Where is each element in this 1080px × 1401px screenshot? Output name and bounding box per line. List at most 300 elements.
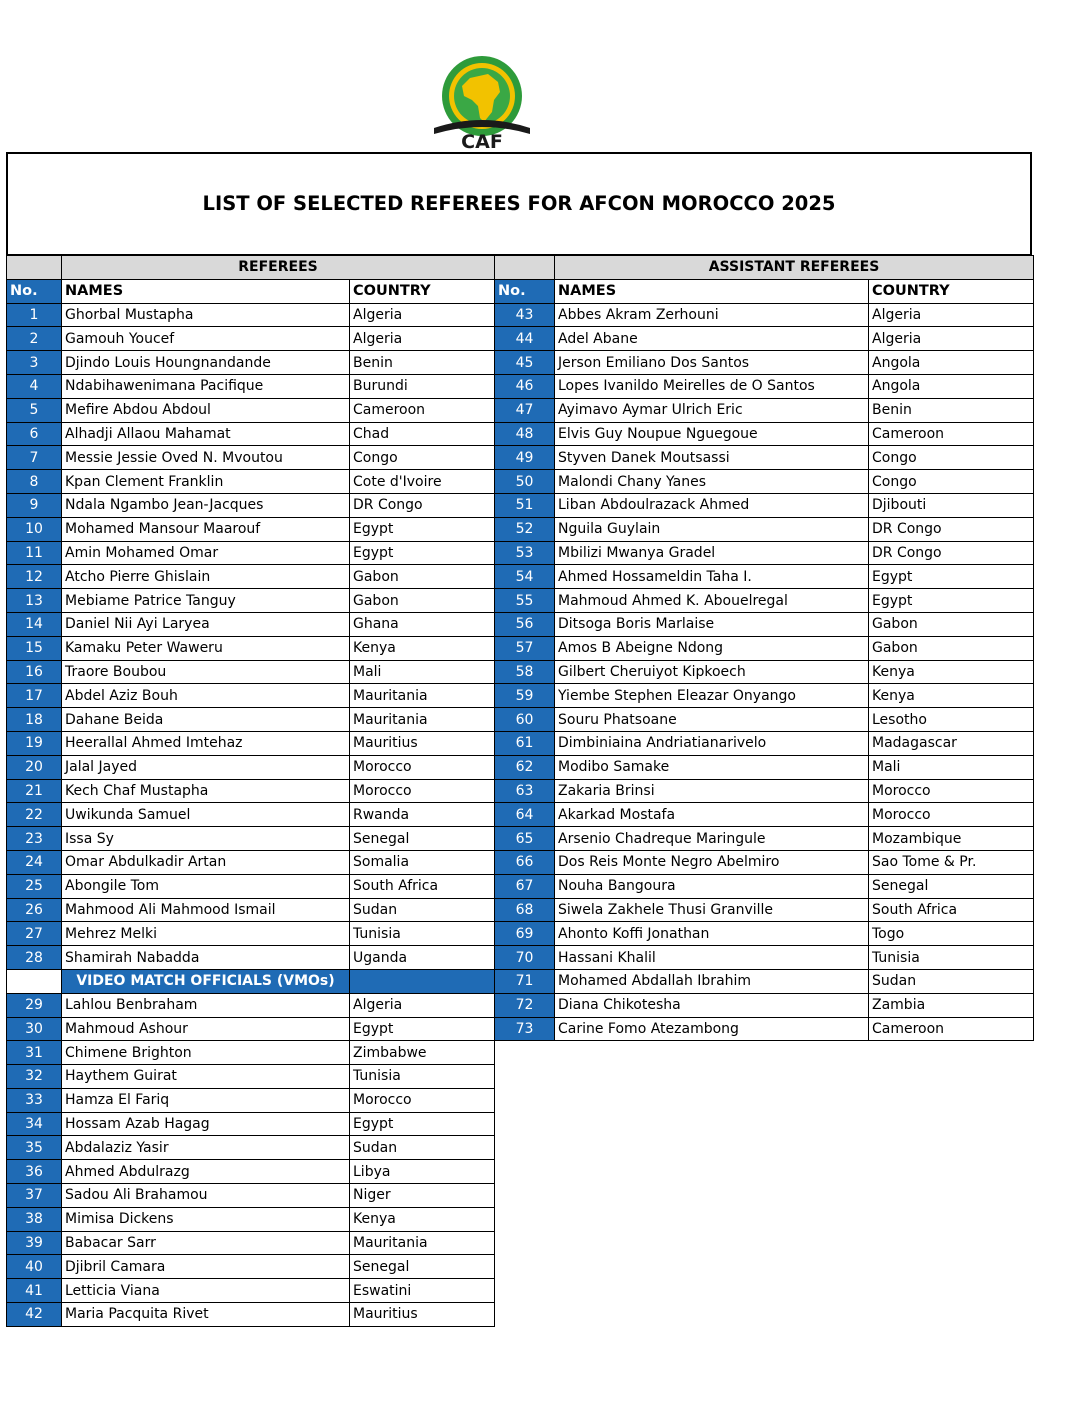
- row-name: Jerson Emiliano Dos Santos: [555, 351, 869, 375]
- svg-text:CAF: CAF: [461, 131, 503, 150]
- title-box: [6, 152, 1032, 255]
- row-country: Egypt: [869, 589, 1034, 613]
- row-name: Kech Chaf Mustapha: [62, 779, 350, 803]
- table-row: [495, 636, 1034, 660]
- row-country: Tunisia: [350, 1065, 495, 1089]
- row-number: 70: [495, 946, 555, 970]
- row-name: Souru Phatsoane: [555, 708, 869, 732]
- row-name: Mimisa Dickens: [62, 1207, 350, 1231]
- row-number: 71: [495, 969, 555, 993]
- row-number: 37: [7, 1184, 62, 1208]
- table-row: [495, 446, 1034, 470]
- row-number: 24: [7, 850, 62, 874]
- row-number: 42: [7, 1303, 62, 1327]
- assistants-section-row: [495, 256, 1034, 280]
- row-name: Atcho Pierre Ghislain: [62, 565, 350, 589]
- row-number: 17: [7, 684, 62, 708]
- row-number: 65: [495, 827, 555, 851]
- table-row: [495, 898, 1034, 922]
- table-row: [7, 803, 495, 827]
- table-row: [495, 946, 1034, 970]
- row-country: Tunisia: [869, 946, 1034, 970]
- row-country: Uganda: [350, 946, 495, 970]
- row-country: Algeria: [869, 303, 1034, 327]
- section-spacer: [7, 256, 62, 280]
- row-number: 20: [7, 755, 62, 779]
- row-name: Hamza El Fariq: [62, 1088, 350, 1112]
- row-country: DR Congo: [869, 517, 1034, 541]
- table-row: [495, 470, 1034, 494]
- row-name: Omar Abdulkadir Artan: [62, 850, 350, 874]
- row-name: Mehrez Melki: [62, 922, 350, 946]
- row-number: 57: [495, 636, 555, 660]
- row-name: Dimbiniaina Andriatianarivelo: [555, 731, 869, 755]
- table-row: [495, 589, 1034, 613]
- table-row: [495, 708, 1034, 732]
- row-number: 40: [7, 1255, 62, 1279]
- row-number: 6: [7, 422, 62, 446]
- assistant-referees-table: [494, 255, 1034, 1041]
- row-country: Algeria: [869, 327, 1034, 351]
- row-country: Mali: [350, 660, 495, 684]
- row-name: Sadou Ali Brahamou: [62, 1184, 350, 1208]
- row-country: Niger: [350, 1184, 495, 1208]
- row-name: Arsenio Chadreque Maringule: [555, 827, 869, 851]
- country-header: COUNTRY: [869, 279, 1034, 303]
- row-number: 55: [495, 589, 555, 613]
- row-name: Amin Mohamed Omar: [62, 541, 350, 565]
- row-number: 33: [7, 1088, 62, 1112]
- table-row: [495, 351, 1034, 375]
- row-name: Ahmed Abdulrazg: [62, 1160, 350, 1184]
- row-country: Congo: [869, 446, 1034, 470]
- table-row: [495, 755, 1034, 779]
- row-number: 27: [7, 922, 62, 946]
- row-number: 59: [495, 684, 555, 708]
- row-name: Kpan Clement Franklin: [62, 470, 350, 494]
- row-country: Mauritius: [350, 1303, 495, 1327]
- table-row: [7, 422, 495, 446]
- row-number: 22: [7, 803, 62, 827]
- table-row: [7, 1088, 495, 1112]
- row-number: 68: [495, 898, 555, 922]
- row-number: 69: [495, 922, 555, 946]
- section-spacer: [7, 969, 62, 993]
- row-number: 7: [7, 446, 62, 470]
- row-number: 32: [7, 1065, 62, 1089]
- table-row: [7, 1065, 495, 1089]
- referees-header-row: [7, 279, 495, 303]
- table-row: [7, 517, 495, 541]
- row-number: 43: [495, 303, 555, 327]
- row-name: Mbilizi Mwanya Gradel: [555, 541, 869, 565]
- table-row: [7, 1184, 495, 1208]
- row-name: Ditsoga Boris Marlaise: [555, 612, 869, 636]
- table-row: [7, 898, 495, 922]
- row-number: 26: [7, 898, 62, 922]
- row-number: 38: [7, 1207, 62, 1231]
- table-row: [7, 1160, 495, 1184]
- row-country: Mali: [869, 755, 1034, 779]
- row-number: 23: [7, 827, 62, 851]
- row-number: 28: [7, 946, 62, 970]
- table-row: [7, 303, 495, 327]
- row-country: Algeria: [350, 303, 495, 327]
- row-name: Siwela Zakhele Thusi Granville: [555, 898, 869, 922]
- table-row: [7, 493, 495, 517]
- table-row: [7, 1207, 495, 1231]
- table-row: [495, 850, 1034, 874]
- row-number: 3: [7, 351, 62, 375]
- row-country: South Africa: [350, 874, 495, 898]
- row-country: Mauritania: [350, 708, 495, 732]
- table-row: [495, 731, 1034, 755]
- row-name: Adel Abane: [555, 327, 869, 351]
- row-number: 18: [7, 708, 62, 732]
- table-row: [7, 922, 495, 946]
- row-country: Benin: [869, 398, 1034, 422]
- table-row: [495, 303, 1034, 327]
- row-number: 29: [7, 993, 62, 1017]
- row-number: 1: [7, 303, 62, 327]
- row-number: 44: [495, 327, 555, 351]
- row-country: Cameroon: [350, 398, 495, 422]
- assistants-section-title: ASSISTANT REFEREES: [555, 256, 1034, 280]
- table-row: [495, 660, 1034, 684]
- row-country: Gabon: [350, 589, 495, 613]
- row-country: Morocco: [350, 1088, 495, 1112]
- table-row: [7, 374, 495, 398]
- referees-section-row: [7, 256, 495, 280]
- row-country: Sao Tome & Pr.: [869, 850, 1034, 874]
- row-number: 13: [7, 589, 62, 613]
- row-number: 10: [7, 517, 62, 541]
- row-number: 45: [495, 351, 555, 375]
- row-name: Letticia Viana: [62, 1279, 350, 1303]
- row-number: 67: [495, 874, 555, 898]
- row-name: Traore Boubou: [62, 660, 350, 684]
- row-country: Sudan: [869, 969, 1034, 993]
- row-country: Kenya: [869, 660, 1034, 684]
- caf-logo: [426, 54, 538, 150]
- row-name: Modibo Samake: [555, 755, 869, 779]
- row-name: Zakaria Brinsi: [555, 779, 869, 803]
- row-number: 9: [7, 493, 62, 517]
- table-row: [495, 779, 1034, 803]
- row-number: 36: [7, 1160, 62, 1184]
- table-row: [7, 612, 495, 636]
- row-number: 12: [7, 565, 62, 589]
- row-name: Abbes Akram Zerhouni: [555, 303, 869, 327]
- row-country: Egypt: [350, 541, 495, 565]
- table-row: [495, 565, 1034, 589]
- row-country: Kenya: [350, 636, 495, 660]
- row-country: Madagascar: [869, 731, 1034, 755]
- row-name: Amos B Abeigne Ndong: [555, 636, 869, 660]
- row-number: 58: [495, 660, 555, 684]
- row-number: 11: [7, 541, 62, 565]
- row-name: Ndala Ngambo Jean-Jacques: [62, 493, 350, 517]
- row-country: Ghana: [350, 612, 495, 636]
- vmo-section-row: [7, 969, 495, 993]
- vmo-section-title: VIDEO MATCH OFFICIALS (VMOs): [62, 969, 350, 993]
- row-name: Ayimavo Aymar Ulrich Eric: [555, 398, 869, 422]
- row-name: Mahmood Ali Mahmood Ismail: [62, 898, 350, 922]
- row-name: Liban Abdoulrazack Ahmed: [555, 493, 869, 517]
- row-country: Mozambique: [869, 827, 1034, 851]
- row-country: DR Congo: [350, 493, 495, 517]
- row-country: Angola: [869, 351, 1034, 375]
- no-header: No.: [7, 279, 62, 303]
- row-country: Egypt: [869, 565, 1034, 589]
- row-number: 19: [7, 731, 62, 755]
- referees-table: [6, 255, 495, 1327]
- table-row: [7, 708, 495, 732]
- row-number: 73: [495, 1017, 555, 1041]
- row-country: Djibouti: [869, 493, 1034, 517]
- table-row: [7, 1112, 495, 1136]
- row-number: 8: [7, 470, 62, 494]
- row-country: Morocco: [350, 755, 495, 779]
- row-country: Mauritania: [350, 1231, 495, 1255]
- row-name: Mahmoud Ahmed K. Abouelregal: [555, 589, 869, 613]
- table-row: [495, 874, 1034, 898]
- row-country: DR Congo: [869, 541, 1034, 565]
- row-country: Morocco: [869, 779, 1034, 803]
- row-name: Hossam Azab Hagag: [62, 1112, 350, 1136]
- row-number: 53: [495, 541, 555, 565]
- table-row: [7, 731, 495, 755]
- table-row: [495, 1017, 1034, 1041]
- table-row: [495, 969, 1034, 993]
- row-country: Rwanda: [350, 803, 495, 827]
- row-name: Gamouh Youcef: [62, 327, 350, 351]
- row-number: 31: [7, 1041, 62, 1065]
- table-row: [7, 327, 495, 351]
- row-name: Abdel Aziz Bouh: [62, 684, 350, 708]
- row-country: Morocco: [869, 803, 1034, 827]
- table-row: [7, 351, 495, 375]
- names-header: NAMES: [555, 279, 869, 303]
- table-row: [7, 850, 495, 874]
- table-row: [7, 993, 495, 1017]
- row-number: 46: [495, 374, 555, 398]
- row-number: 14: [7, 612, 62, 636]
- row-name: Daniel Nii Ayi Laryea: [62, 612, 350, 636]
- row-name: Gilbert Cheruiyot Kipkoech: [555, 660, 869, 684]
- row-country: Burundi: [350, 374, 495, 398]
- row-number: 4: [7, 374, 62, 398]
- row-name: Lopes Ivanildo Meirelles de O Santos: [555, 374, 869, 398]
- no-header: No.: [495, 279, 555, 303]
- table-row: [7, 755, 495, 779]
- row-country: Mauritius: [350, 731, 495, 755]
- row-name: Djibril Camara: [62, 1255, 350, 1279]
- row-name: Ndabihawenimana Pacifique: [62, 374, 350, 398]
- table-row: [7, 1041, 495, 1065]
- row-country: Lesotho: [869, 708, 1034, 732]
- table-row: [495, 803, 1034, 827]
- row-country: Chad: [350, 422, 495, 446]
- table-row: [7, 874, 495, 898]
- row-number: 15: [7, 636, 62, 660]
- row-name: Abongile Tom: [62, 874, 350, 898]
- row-name: Dahane Beida: [62, 708, 350, 732]
- row-number: 41: [7, 1279, 62, 1303]
- page-title: LIST OF SELECTED REFEREES FOR AFCON MOROCCO 2025: [202, 192, 836, 215]
- table-row: [495, 517, 1034, 541]
- row-name: Chimene Brighton: [62, 1041, 350, 1065]
- row-number: 60: [495, 708, 555, 732]
- row-country: Congo: [350, 446, 495, 470]
- table-row: [7, 636, 495, 660]
- row-number: 21: [7, 779, 62, 803]
- row-country: Sudan: [350, 898, 495, 922]
- row-number: 63: [495, 779, 555, 803]
- table-row: [7, 1279, 495, 1303]
- row-name: Yiembe Stephen Eleazar Onyango: [555, 684, 869, 708]
- row-name: Hassani Khalil: [555, 946, 869, 970]
- table-row: [7, 1255, 495, 1279]
- row-name: Nouha Bangoura: [555, 874, 869, 898]
- row-name: Issa Sy: [62, 827, 350, 851]
- row-country: Zimbabwe: [350, 1041, 495, 1065]
- row-name: Ahonto Koffi Jonathan: [555, 922, 869, 946]
- row-number: 49: [495, 446, 555, 470]
- row-number: 64: [495, 803, 555, 827]
- table-row: [495, 684, 1034, 708]
- row-country: Gabon: [869, 636, 1034, 660]
- row-number: 30: [7, 1017, 62, 1041]
- row-country: Togo: [869, 922, 1034, 946]
- row-number: 16: [7, 660, 62, 684]
- row-number: 52: [495, 517, 555, 541]
- row-name: Dos Reis Monte Negro Abelmiro: [555, 850, 869, 874]
- table-row: [7, 660, 495, 684]
- row-name: Akarkad Mostafa: [555, 803, 869, 827]
- row-number: 2: [7, 327, 62, 351]
- row-number: 62: [495, 755, 555, 779]
- row-number: 39: [7, 1231, 62, 1255]
- row-country: Algeria: [350, 993, 495, 1017]
- table-row: [495, 493, 1034, 517]
- referees-section-title: REFEREES: [62, 256, 495, 280]
- row-country: Benin: [350, 351, 495, 375]
- row-name: Uwikunda Samuel: [62, 803, 350, 827]
- row-name: Carine Fomo Atezambong: [555, 1017, 869, 1041]
- country-header: COUNTRY: [350, 279, 495, 303]
- row-name: Ghorbal Mustapha: [62, 303, 350, 327]
- row-name: Mefire Abdou Abdoul: [62, 398, 350, 422]
- row-number: 25: [7, 874, 62, 898]
- row-country: Tunisia: [350, 922, 495, 946]
- row-country: Eswatini: [350, 1279, 495, 1303]
- row-country: Cote d'Ivoire: [350, 470, 495, 494]
- row-country: Senegal: [350, 1255, 495, 1279]
- table-row: [7, 446, 495, 470]
- row-country: Angola: [869, 374, 1034, 398]
- row-name: Jalal Jayed: [62, 755, 350, 779]
- row-country: Senegal: [350, 827, 495, 851]
- row-number: 47: [495, 398, 555, 422]
- table-row: [495, 422, 1034, 446]
- row-number: 50: [495, 470, 555, 494]
- row-country: Algeria: [350, 327, 495, 351]
- assistants-header-row: [495, 279, 1034, 303]
- row-name: Alhadji Allaou Mahamat: [62, 422, 350, 446]
- table-row: [7, 398, 495, 422]
- table-row: [7, 827, 495, 851]
- row-country: Cameroon: [869, 422, 1034, 446]
- table-row: [7, 1231, 495, 1255]
- row-name: Messie Jessie Oved N. Mvoutou: [62, 446, 350, 470]
- table-row: [495, 612, 1034, 636]
- names-header: NAMES: [62, 279, 350, 303]
- row-name: Haythem Guirat: [62, 1065, 350, 1089]
- row-name: Abdalaziz Yasir: [62, 1136, 350, 1160]
- row-number: 34: [7, 1112, 62, 1136]
- table-row: [7, 565, 495, 589]
- row-name: Mahmoud Ashour: [62, 1017, 350, 1041]
- table-row: [7, 1017, 495, 1041]
- row-name: Mohamed Abdallah Ibrahim: [555, 969, 869, 993]
- vmo-section-fill: [350, 969, 495, 993]
- table-row: [7, 470, 495, 494]
- row-name: Mohamed Mansour Maarouf: [62, 517, 350, 541]
- row-name: Djindo Louis Houngnandande: [62, 351, 350, 375]
- row-name: Lahlou Benbraham: [62, 993, 350, 1017]
- row-country: Mauritania: [350, 684, 495, 708]
- table-row: [495, 922, 1034, 946]
- row-name: Babacar Sarr: [62, 1231, 350, 1255]
- row-number: 72: [495, 993, 555, 1017]
- row-country: Gabon: [869, 612, 1034, 636]
- section-spacer: [495, 256, 555, 280]
- row-name: Nguila Guylain: [555, 517, 869, 541]
- row-number: 61: [495, 731, 555, 755]
- row-country: Sudan: [350, 1136, 495, 1160]
- table-row: [495, 541, 1034, 565]
- table-row: [495, 374, 1034, 398]
- row-name: Heerallal Ahmed Imtehaz: [62, 731, 350, 755]
- row-number: 48: [495, 422, 555, 446]
- row-name: Styven Danek Moutsassi: [555, 446, 869, 470]
- row-country: Somalia: [350, 850, 495, 874]
- table-row: [7, 779, 495, 803]
- row-country: Congo: [869, 470, 1034, 494]
- row-number: 51: [495, 493, 555, 517]
- row-country: Egypt: [350, 1112, 495, 1136]
- table-row: [7, 684, 495, 708]
- row-country: Kenya: [350, 1207, 495, 1231]
- row-country: Senegal: [869, 874, 1034, 898]
- row-name: Maria Pacquita Rivet: [62, 1303, 350, 1327]
- row-name: Kamaku Peter Waweru: [62, 636, 350, 660]
- table-row: [495, 398, 1034, 422]
- row-country: Egypt: [350, 1017, 495, 1041]
- row-country: Zambia: [869, 993, 1034, 1017]
- table-row: [7, 541, 495, 565]
- table-row: [495, 327, 1034, 351]
- row-number: 54: [495, 565, 555, 589]
- table-row: [7, 589, 495, 613]
- row-name: Shamirah Nabadda: [62, 946, 350, 970]
- row-country: Gabon: [350, 565, 495, 589]
- row-number: 5: [7, 398, 62, 422]
- row-country: South Africa: [869, 898, 1034, 922]
- row-country: Morocco: [350, 779, 495, 803]
- row-country: Cameroon: [869, 1017, 1034, 1041]
